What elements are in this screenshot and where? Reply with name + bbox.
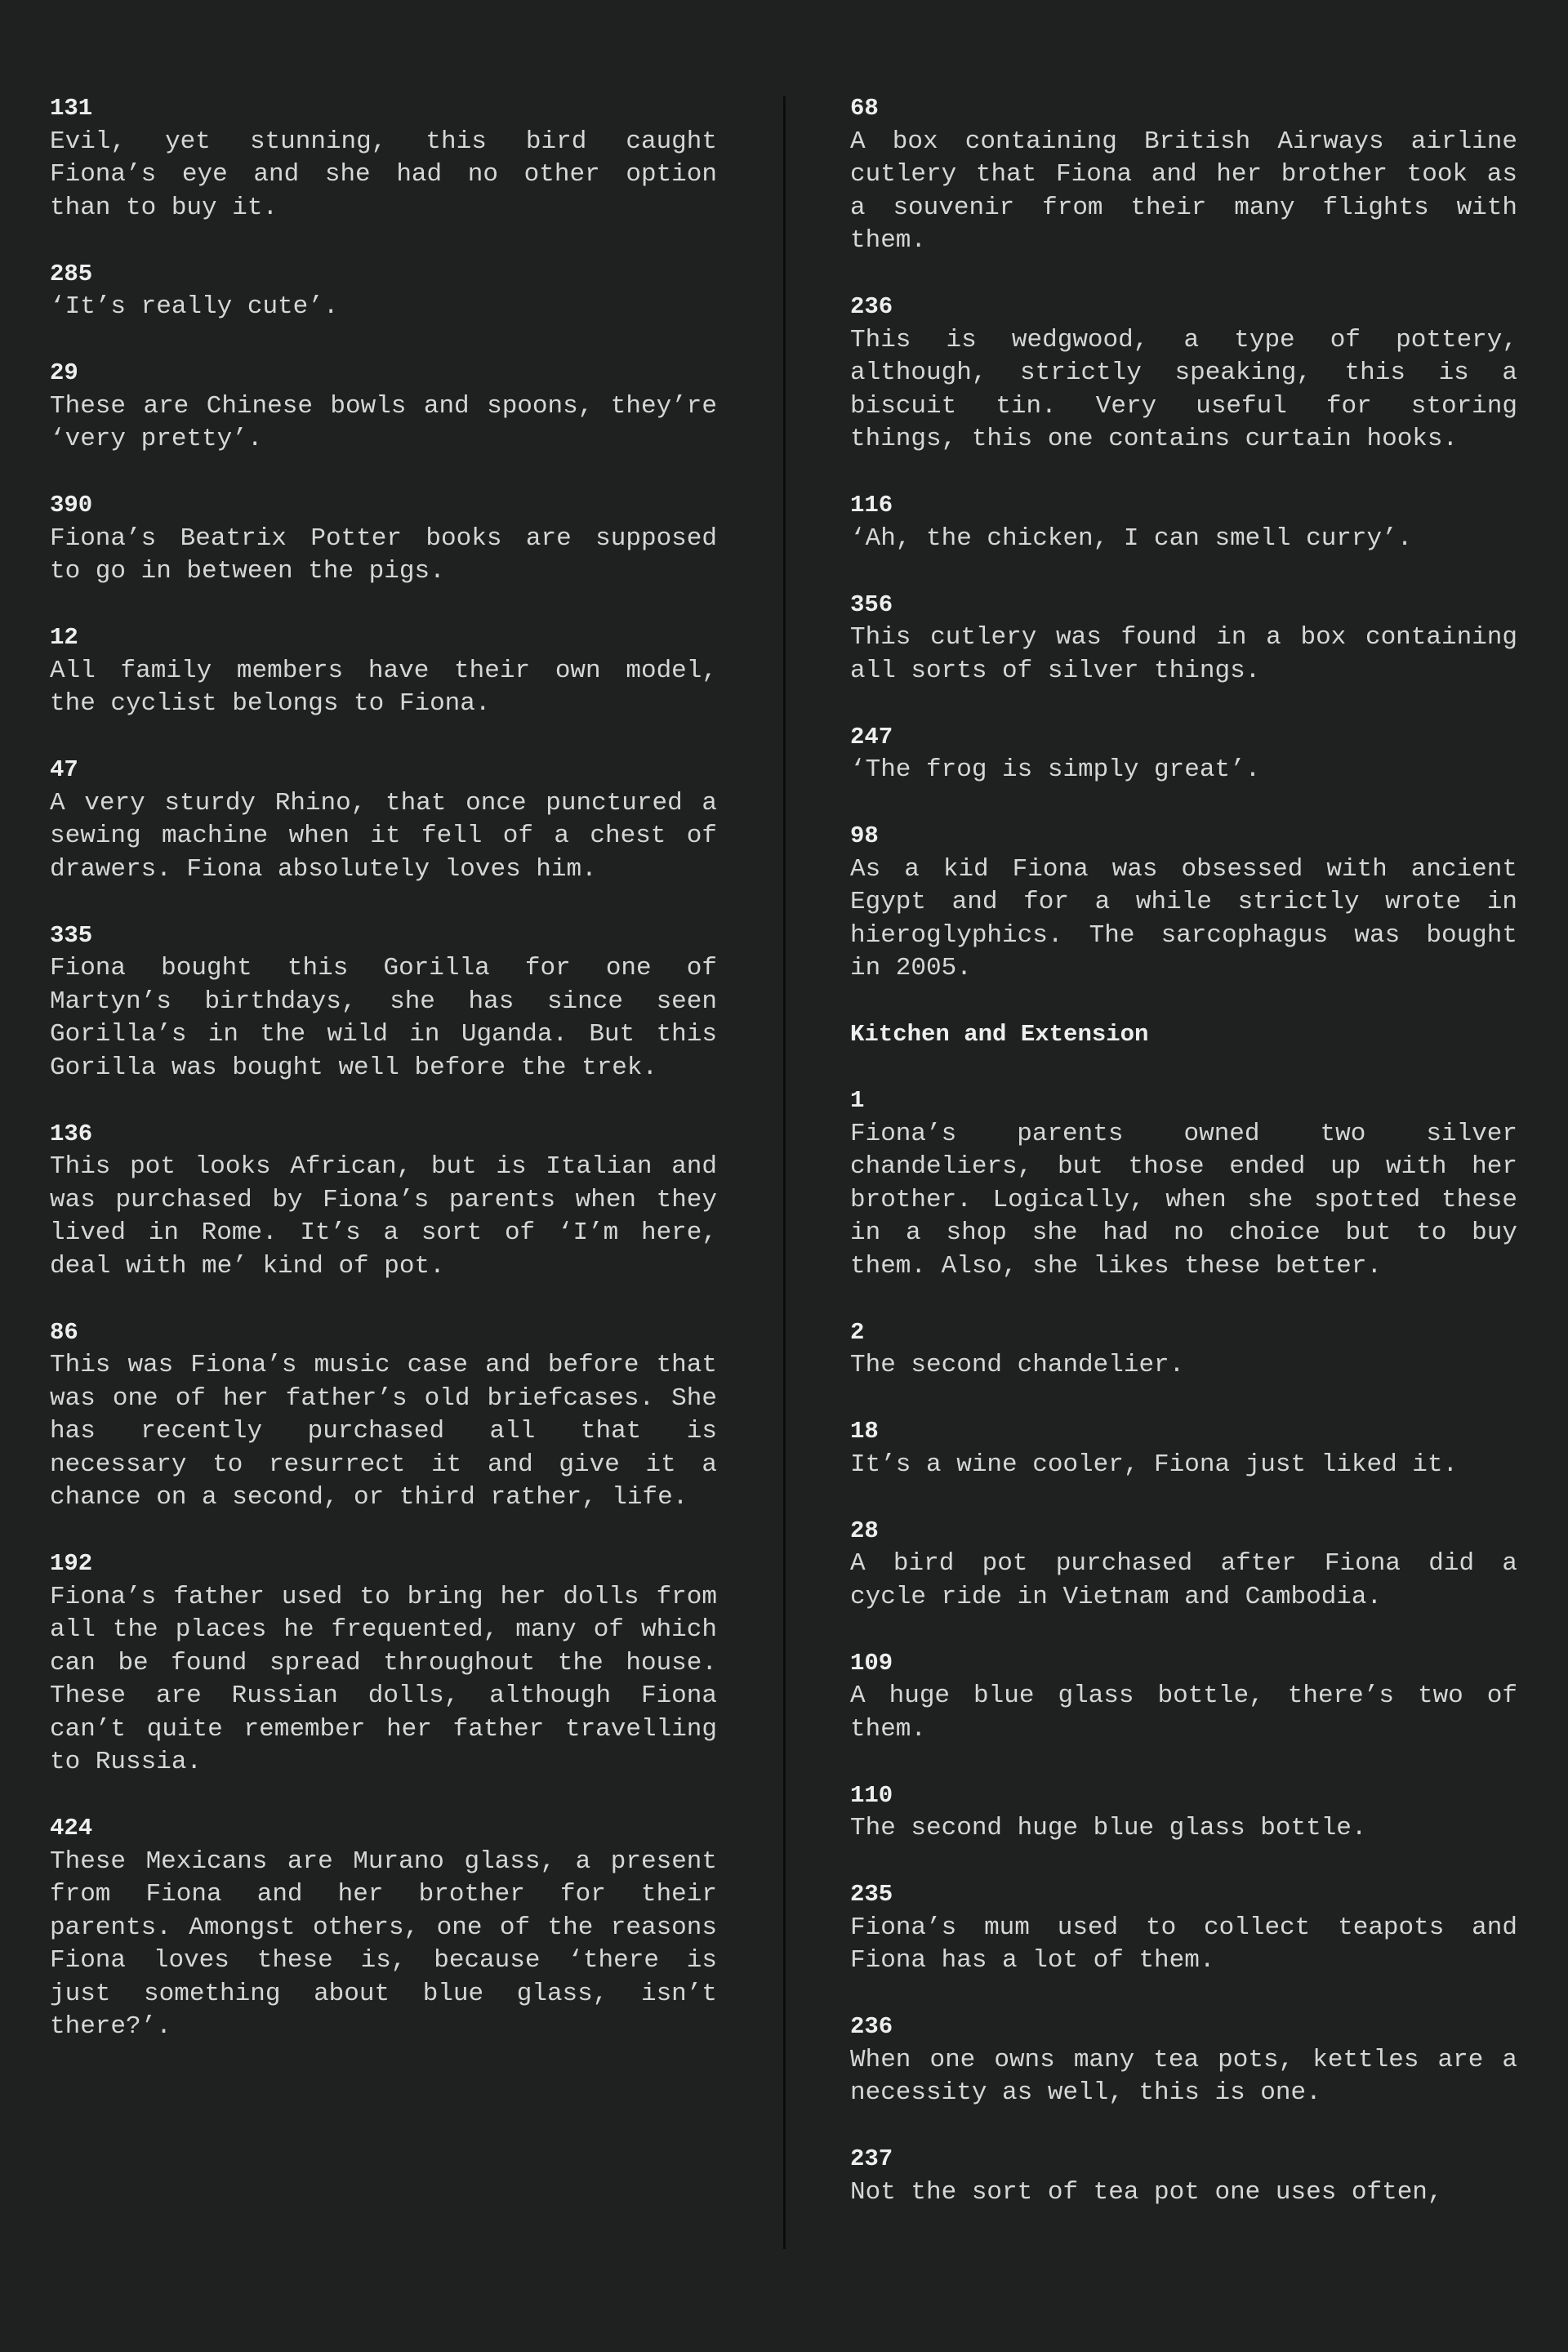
entry-text: A huge blue glass bottle, there’s two of them.: [850, 1682, 1517, 1744]
catalog-entry: [850, 1316, 1517, 1383]
entry-text: ‘Ah, the chicken, I can smell curry’.: [850, 523, 1413, 553]
entry-number: 247: [850, 723, 893, 751]
entry-number: 424: [50, 1815, 93, 1842]
catalog-entry: [850, 820, 1517, 986]
entry-text: A bird pot purchased after Fiona did a cycle ride in Vietnam and Cambodia.: [850, 1549, 1517, 1611]
entry-text: When one owns many tea pots, kettles are a necessity as well, this is one.: [850, 2045, 1517, 2107]
entry-number: 18: [850, 1418, 879, 1445]
catalog-entry: [850, 291, 1517, 457]
catalog-entry: [850, 92, 1517, 258]
entry-number: 192: [50, 1550, 93, 1577]
catalog-entry: [50, 621, 717, 721]
entry-number: 86: [50, 1318, 78, 1346]
catalog-entry: [50, 1812, 717, 2044]
entry-number: 98: [850, 822, 879, 849]
catalog-entry: [850, 1085, 1517, 1283]
catalog-entry: [850, 1647, 1517, 1747]
entry-number: 110: [850, 1781, 893, 1809]
entry-text: This was Fiona’s music case and before that was one of her father’s old briefcases. She has recently purchased all that is necessary to resurrect it and give it a chance on a second, or third rather, life.: [50, 1351, 717, 1512]
catalog-entry: [850, 1780, 1517, 1846]
entry-text: The second chandelier.: [850, 1351, 1185, 1379]
left-column: [50, 92, 717, 2077]
entry-text: These are Chinese bowls and spoons, they’re ‘very pretty’.: [50, 391, 717, 453]
catalog-entry: [850, 1415, 1517, 1481]
entry-number: 356: [850, 590, 893, 618]
entry-text: This is wedgwood, a type of pottery, although, strictly speaking, this is a biscuit tin. Very useful for storing things, this one contains curtain hooks.: [850, 325, 1517, 453]
entry-text: Fiona’s parents owned two silver chandeliers, but those ended up with her brother. Logically, when she spotted these in a shop she had no choice but to buy them. Also, she likes these better.: [850, 1119, 1517, 1281]
entry-text: ‘The frog is simply great’.: [850, 755, 1261, 784]
catalog-entry: [50, 357, 717, 457]
catalog-entry: [50, 754, 717, 886]
catalog-entry: [850, 589, 1517, 688]
catalog-entry: [850, 1878, 1517, 1978]
entry-text: All family members have their own model, the cyclist belongs to Fiona.: [50, 656, 717, 718]
entry-text: A box containing British Airways airline cutlery that Fiona and her brother took as a souvenir from their many flights with them.: [850, 127, 1517, 255]
entry-text: Fiona’s father used to bring her dolls from all the places he frequented, many of which can be found spread throughout the house. These are Russian dolls, although Fiona can’t quite remember her father travelling to Russia.: [50, 1582, 717, 1776]
catalog-entry: [850, 1515, 1517, 1615]
entry-number: 28: [850, 1517, 879, 1544]
entry-number: 116: [850, 492, 893, 519]
entry-text: It’s a wine cooler, Fiona just liked it.: [850, 1450, 1459, 1479]
catalog-entry: [50, 920, 717, 1085]
section-heading: Kitchen and Extension: [850, 1021, 1149, 1048]
entry-number: 237: [850, 2145, 893, 2172]
catalog-entry: [850, 489, 1517, 555]
entry-number: 236: [850, 293, 893, 320]
entry-number: 390: [50, 492, 93, 519]
entry-number: 68: [850, 95, 879, 122]
entry-number: 285: [50, 260, 93, 287]
entry-number: 235: [850, 1881, 893, 1908]
entry-text: ‘It’s really cute’.: [50, 292, 339, 321]
entry-number: 12: [50, 624, 78, 651]
entry-text: This cutlery was found in a box containing all sorts of silver things.: [850, 623, 1517, 685]
entry-number: 131: [50, 95, 93, 122]
entry-number: 136: [50, 1120, 93, 1147]
entry-text: Evil, yet stunning, this bird caught Fiona’s eye and she had no other option than to buy it.: [50, 127, 717, 222]
catalog-entry: [50, 92, 717, 225]
catalog-entry: [50, 258, 717, 324]
catalog-entry: [50, 1548, 717, 1780]
catalog-entry: [850, 721, 1517, 787]
entry-number: 109: [850, 1649, 893, 1677]
entry-text: Fiona’s mum used to collect teapots and Fiona has a lot of them.: [850, 1913, 1517, 1975]
entry-number: 2: [850, 1318, 865, 1346]
entry-text: Fiona’s Beatrix Potter books are supposed to go in between the pigs.: [50, 523, 717, 586]
entry-number: 47: [50, 756, 78, 783]
entry-text: Fiona bought this Gorilla for one of Martyn’s birthdays, she has since seen Gorilla’s in the wild in Uganda. But this Gorilla was bought well before the trek.: [50, 954, 717, 1082]
catalog-entry: [50, 1118, 717, 1284]
catalog-entry: [850, 2011, 1517, 2110]
catalog-entry: [50, 1316, 717, 1515]
entry-number: 335: [50, 921, 93, 949]
entry-text: A very sturdy Rhino, that once punctured a sewing machine when it fell of a chest of drawers. Fiona absolutely loves him.: [50, 788, 717, 884]
entry-number: 29: [50, 359, 78, 386]
entry-number: 236: [850, 2013, 893, 2040]
catalog-entry: [50, 489, 717, 589]
entry-text: The second huge blue glass bottle.: [850, 1814, 1367, 1842]
entry-number: 1: [850, 1087, 865, 1114]
entry-text: As a kid Fiona was obsessed with ancient Egypt and for a while strictly wrote in hieroglyphics. The sarcophagus was bought in 2005.: [850, 854, 1517, 982]
catalog-entry: [850, 2143, 1517, 2209]
right-column: [850, 92, 1517, 2243]
entry-text: These Mexicans are Murano glass, a present from Fiona and her brother for their parents. Amongst others, one of the reasons Fiona loves these is, because ‘there is just something about blue glass, isn’t there?’.: [50, 1846, 717, 2041]
column-divider: [783, 96, 786, 2249]
entry-text: This pot looks African, but is Italian and was purchased by Fiona’s parents when they lived in Rome. It’s a sort of ‘I’m here, deal with me’ kind of pot.: [50, 1152, 717, 1281]
entry-text: Not the sort of tea pot one uses often,: [850, 2177, 1443, 2207]
